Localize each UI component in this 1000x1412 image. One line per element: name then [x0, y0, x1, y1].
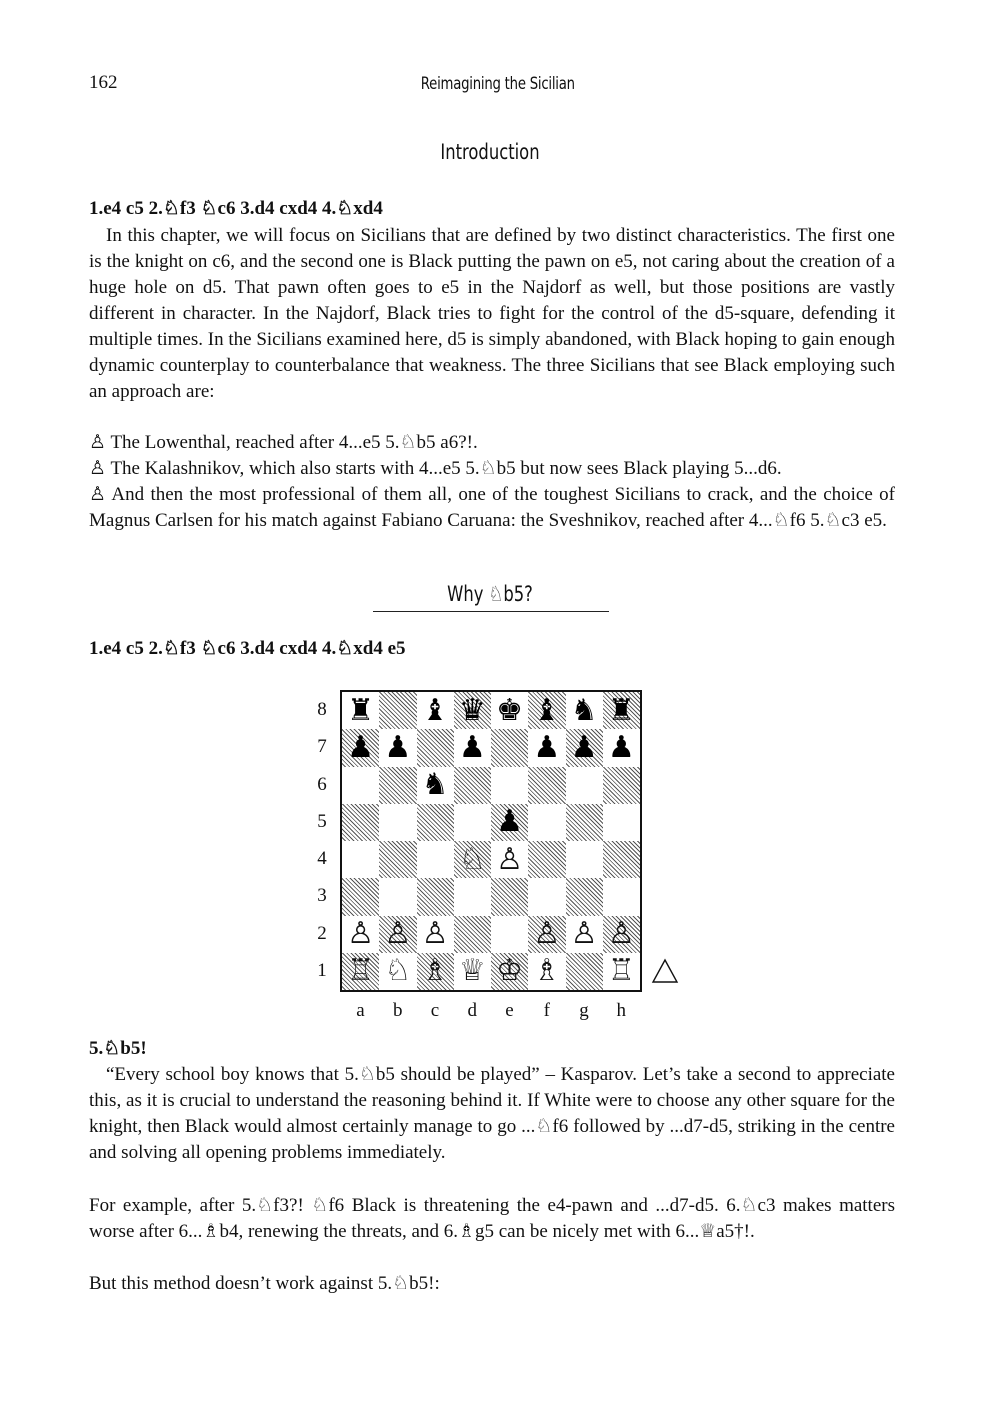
board-square-e5	[491, 804, 528, 841]
board-square-f2	[528, 916, 565, 953]
list-item: ♙ And then the most professional of them all, one of the toughest Sicilians to crack, and the choice of Magnus Carlsen for his match against Fabiano Caruana: the Sveshnikov, reached after 4...♘f6 5.♘c3 e5.	[89, 484, 895, 531]
example-paragraph: For example, after 5.♘f3?! ♘f6 Black is threatening the e4-pawn and ...d7-d5. 6.♘c3 makes matters worse after 6...♗b4, renewing the threats, and 6.♗g5 can be nicely met with 6...♕a5†!.	[89, 1195, 895, 1242]
board-square-b5	[379, 804, 416, 841]
chess-piece: ♙	[347, 916, 375, 952]
board-square-a8	[342, 692, 379, 729]
chess-piece: ♙	[607, 916, 635, 952]
board-square-a3	[342, 878, 379, 915]
board-square-e3	[491, 878, 528, 915]
board-square-g5	[566, 804, 603, 841]
file-label: f	[543, 1000, 550, 1021]
board-square-h1	[603, 953, 640, 990]
board-square-c8	[417, 692, 454, 729]
board-square-e7	[491, 729, 528, 766]
chess-piece: ♖	[347, 953, 375, 989]
rank-label: 3	[317, 885, 327, 907]
chess-piece: ♝	[533, 692, 561, 728]
chess-piece: ♙	[421, 916, 449, 952]
chess-piece: ♜	[607, 692, 635, 728]
variation-list	[89, 430, 895, 534]
board-square-c3	[417, 878, 454, 915]
board-square-e6	[491, 767, 528, 804]
board-square-d5	[454, 804, 491, 841]
chess-piece: ♙	[570, 916, 598, 952]
chess-piece: ♘	[458, 841, 486, 877]
file-label: h	[616, 1000, 626, 1021]
chess-piece: ♕	[458, 953, 486, 989]
chess-board-diagram	[340, 690, 642, 992]
board-square-g1	[566, 953, 603, 990]
board-square-h8	[603, 692, 640, 729]
rank-label: 6	[317, 773, 327, 795]
rank-label: 8	[317, 699, 327, 720]
board-square-f4	[528, 841, 565, 878]
board-square-b1	[379, 953, 416, 990]
board-square-d3	[454, 878, 491, 915]
chess-piece: ♟	[347, 729, 375, 765]
rank-label: 5	[317, 810, 327, 832]
intro-paragraph: In this chapter, we will focus on Sicilians that are defined by two distinct characteristics. The first one is the knight on c6, and the second one is Black putting the pawn on e5, not caring about the creation of a huge hole on d5. That pawn often goes to e5 in the Najdorf as well, but those positions are vastly different in character. In the Najdorf, Black tries to fight for the control of the d5-square, defending it multiple times. In the Sicilians examined here, d5 is simply abandoned, with Black hoping to gain enough dynamic counterplay to counterbalance that weakness. The three Sicilians that see Black employing such an approach are:	[89, 225, 895, 402]
rank-label: 1	[317, 959, 327, 981]
board-square-e2	[491, 916, 528, 953]
move-line-intro: 1.e4 c5 2.♘f3 ♘c6 3.d4 cxd4 4.♘xd4	[89, 198, 383, 219]
chess-piece: ♟	[384, 729, 412, 765]
board-square-d7	[454, 729, 491, 766]
section-heading-why-nb5: Why ♘b5?	[447, 582, 533, 606]
rank-label: 4	[317, 848, 327, 869]
list-item: ♙ The Kalashnikov, which also starts with 4...e5 5.♘b5 but now sees Black playing 5...d6.	[89, 458, 782, 479]
running-title: Reimagining the Sicilian	[420, 74, 575, 94]
triangle-icon	[651, 958, 679, 984]
board-square-f8	[528, 692, 565, 729]
file-label: g	[579, 1000, 589, 1021]
chess-piece: ♟	[458, 729, 486, 765]
board-square-b2	[379, 916, 416, 953]
move-line-diagram: 1.e4 c5 2.♘f3 ♘c6 3.d4 cxd4 4.♘xd4 e5	[89, 638, 406, 659]
board-square-d8	[454, 692, 491, 729]
board-square-b3	[379, 878, 416, 915]
move-line-nb5: 5.♘b5!	[89, 1038, 147, 1059]
board-square-g6	[566, 767, 603, 804]
board-square-c6	[417, 767, 454, 804]
chess-piece: ♗	[421, 953, 449, 989]
board-square-a1	[342, 953, 379, 990]
board-square-f6	[528, 767, 565, 804]
chess-piece: ♟	[496, 804, 524, 840]
chess-piece: ♙	[384, 916, 412, 952]
board-square-d6	[454, 767, 491, 804]
board-square-e1	[491, 953, 528, 990]
board-square-f5	[528, 804, 565, 841]
chess-piece: ♟	[533, 729, 561, 765]
board-square-b7	[379, 729, 416, 766]
kasparov-paragraph: “Every school boy knows that 5.♘b5 should be played” – Kasparov. Let’s take a second to appreciate this, as it is crucial to understand the reasoning behind it. If White were to choose any other square for the knight, then Black would almost certainly manage to go ...♘f6 followed by ...d7-d5, striking in the centre and solving all opening problems immediately.	[89, 1064, 895, 1163]
heading-underline	[373, 611, 609, 612]
page-number: 162	[89, 72, 118, 93]
board-square-a7	[342, 729, 379, 766]
rank-label: 2	[317, 922, 327, 944]
section-heading-introduction: Introduction	[440, 140, 540, 164]
board-square-a4	[342, 841, 379, 878]
file-label: e	[505, 1000, 514, 1021]
board-square-b8	[379, 692, 416, 729]
board-square-d2	[454, 916, 491, 953]
board-square-a5	[342, 804, 379, 841]
board-square-b4	[379, 841, 416, 878]
board-square-a6	[342, 767, 379, 804]
board-square-h7	[603, 729, 640, 766]
board-square-c2	[417, 916, 454, 953]
board-square-f7	[528, 729, 565, 766]
chess-piece: ♙	[533, 916, 561, 952]
chess-piece: ♛	[458, 692, 486, 728]
chess-piece: ♙	[496, 841, 524, 877]
chess-piece: ♞	[570, 692, 598, 728]
board-square-h5	[603, 804, 640, 841]
chess-piece: ♟	[607, 729, 635, 765]
board-square-b6	[379, 767, 416, 804]
chess-piece: ♔	[496, 953, 524, 989]
chess-piece: ♖	[607, 953, 635, 989]
board-square-d4	[454, 841, 491, 878]
board-square-h2	[603, 916, 640, 953]
board-square-h3	[603, 878, 640, 915]
rank-label: 7	[317, 736, 327, 758]
board-square-g8	[566, 692, 603, 729]
board-square-c5	[417, 804, 454, 841]
chess-piece: ♞	[421, 767, 449, 803]
file-label: b	[393, 1000, 403, 1021]
board-square-h4	[603, 841, 640, 878]
board-square-e4	[491, 841, 528, 878]
board-square-e8	[491, 692, 528, 729]
board-square-g3	[566, 878, 603, 915]
list-item: ♙ The Lowenthal, reached after 4...e5 5.♘b5 a6?!.	[89, 432, 478, 453]
file-label: c	[430, 1000, 440, 1021]
method-paragraph: But this method doesn’t work against 5.♘b5!:	[89, 1273, 440, 1294]
chess-piece: ♘	[384, 953, 412, 989]
board-square-c7	[417, 729, 454, 766]
board-square-c1	[417, 953, 454, 990]
board-square-d1	[454, 953, 491, 990]
board-square-g7	[566, 729, 603, 766]
chess-piece: ♗	[533, 953, 561, 989]
chess-piece: ♝	[421, 692, 449, 728]
board-square-f3	[528, 878, 565, 915]
board-square-h6	[603, 767, 640, 804]
board-square-g4	[566, 841, 603, 878]
file-label: a	[356, 1000, 365, 1021]
chess-piece: ♟	[570, 729, 598, 765]
board-square-f1	[528, 953, 565, 990]
chess-piece: ♜	[347, 692, 375, 728]
file-label: d	[467, 1000, 477, 1021]
chess-piece: ♚	[496, 692, 524, 728]
board-square-c4	[417, 841, 454, 878]
board-square-g2	[566, 916, 603, 953]
board-square-a2	[342, 916, 379, 953]
